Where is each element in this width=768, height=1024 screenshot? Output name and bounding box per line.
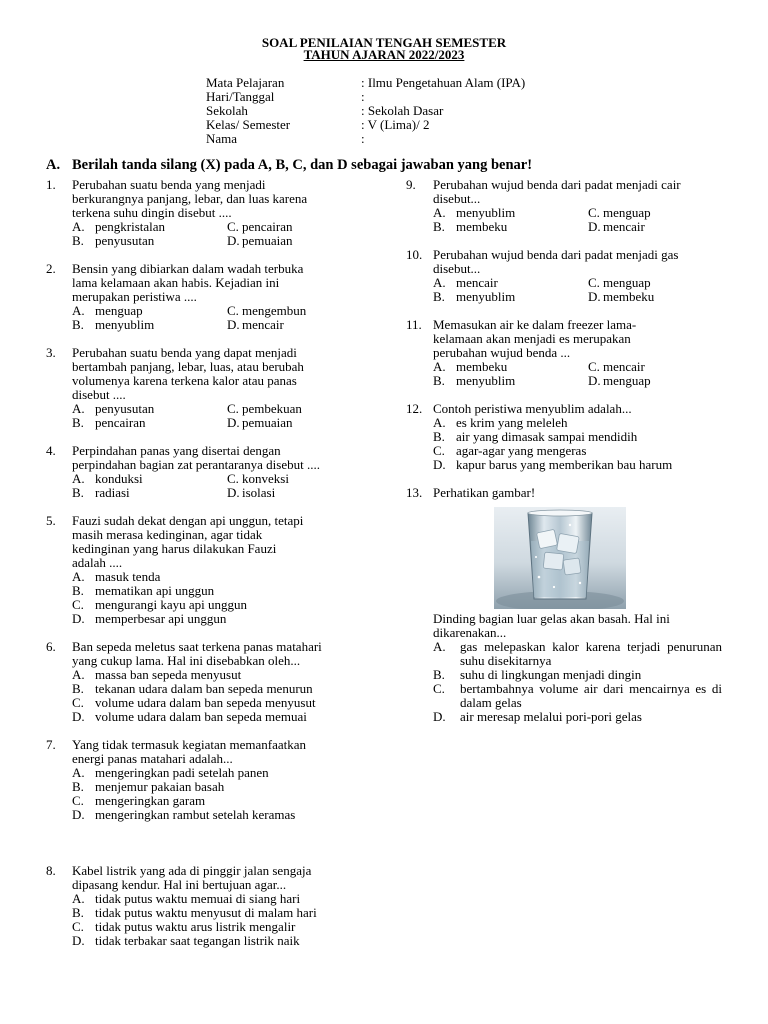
option-letter[interactable]: B. [72,485,84,500]
question-line: bertambah panjang, lebar, luas, atau berubah [72,359,304,374]
option-letter[interactable]: C. [72,597,84,612]
option-letter[interactable]: C. [588,275,600,290]
question-line: Kabel listrik yang ada di pinggir jalan sengaja [72,863,312,878]
option-text[interactable]: pemuaian [242,415,293,430]
instruction-text: Berilah tanda silang (X) pada A, B, C, dan D sebagai jawaban yang benar! [72,157,533,173]
option[interactable] [433,416,722,430]
option[interactable] [72,766,362,780]
question-number: 4. [46,443,56,458]
option-text[interactable]: suhu di lingkungan menjadi dingin [460,667,642,682]
option-letter[interactable]: C. [588,359,600,374]
option-letter[interactable]: D. [588,289,601,304]
option-text[interactable]: pencairan [242,219,293,234]
option-letter[interactable]: D. [227,485,240,500]
identity-label: Sekolah [206,103,248,118]
option-letter[interactable]: D. [433,457,446,472]
identity-value: : Sekolah Dasar [361,103,444,118]
option-letter[interactable]: B. [433,429,445,444]
option[interactable] [72,710,362,724]
question-8 [46,864,362,948]
question-13-continuation [433,612,722,724]
question-line: Yang tidak termasuk kegiatan memanfaatkan [72,737,307,752]
option-text[interactable]: radiasi [95,485,130,500]
question-number: 11. [406,317,422,332]
question-number: 1. [46,177,56,192]
question-line: yang cukup lama. Hal ini disebabkan oleh... [72,653,301,668]
option-text[interactable]: mengeringkan garam [95,793,206,808]
question-line: Memasukan air ke dalam freezer lama- [433,317,637,332]
question-line: Perubahan suatu benda yang dapat menjadi [72,345,297,360]
question-line: kelamaan akan menjadi es merupakan [433,331,631,346]
option-text[interactable]: mengeringkan padi setelah panen [95,765,269,780]
section-instruction [46,158,532,172]
option[interactable] [72,682,362,696]
option-letter[interactable]: A. [72,303,85,318]
question-line: dipasang kendur. Hal ini bertujuan agar... [72,877,287,892]
option-text[interactable]: kapur barus yang memberikan bau harum [456,457,673,472]
option-text[interactable]: mencair [603,219,645,234]
option-text[interactable]: volume udara dalam ban sepeda memuai [95,709,307,724]
option-text[interactable]: tidak terbakar saat tegangan listrik naik [95,933,300,948]
option[interactable] [72,892,362,906]
option[interactable] [72,612,362,626]
option-letter[interactable]: B. [433,667,445,682]
option-letter[interactable]: C. [72,695,84,710]
question-line: Ban sepeda meletus saat terkena panas matahari [72,639,322,654]
identity-value: : V (Lima)/ 2 [361,117,430,132]
identity-label: Nama [206,131,238,146]
identity-value: : Ilmu Pengetahuan Alam (IPA) [361,75,526,90]
identity-row [206,132,525,146]
option[interactable] [72,934,362,948]
question-line: masih merasa kedinginan, agar tidak [72,527,263,542]
option[interactable] [433,668,722,682]
option-letter[interactable]: A. [72,891,85,906]
option-letter[interactable]: B. [72,681,84,696]
option-letter[interactable]: D. [433,709,446,724]
option-letter[interactable]: B. [72,233,84,248]
question-line: terkena suhu dingin disebut .... [72,205,232,220]
question-line: Fauzi sudah dekat dengan api unggun, tetapi [72,513,304,528]
question-10 [406,248,722,304]
option[interactable] [433,640,722,668]
identity-block [206,76,525,146]
option[interactable] [72,808,362,822]
question-line: Bensin yang dibiarkan dalam wadah terbuka [72,261,304,276]
question-number: 12. [406,401,423,416]
option[interactable] [72,570,362,584]
option-text[interactable]: menguap [603,205,651,220]
option-letter[interactable]: D. [588,373,601,388]
option-letter[interactable]: D. [72,611,85,626]
option[interactable] [433,710,722,724]
option-text[interactable]: menyublim [456,289,516,304]
identity-value: : [361,89,365,104]
question-line: disebut .... [72,387,126,402]
option-text[interactable]: membeku [603,289,655,304]
option-text[interactable]: penyusutan [95,401,155,416]
option-letter[interactable]: B. [72,905,84,920]
section-letter: A. [46,157,61,173]
option[interactable] [433,458,722,472]
option-text[interactable]: mencair [456,275,498,290]
option-letter[interactable]: C. [433,681,445,696]
option-letter[interactable]: D. [72,807,85,822]
option-letter[interactable]: A. [433,415,446,430]
option[interactable] [433,682,722,710]
option-text[interactable]: bertambahnya volume air dari mencairnya es di dalam gelas [460,681,722,710]
option-text[interactable]: pengkristalan [95,219,166,234]
option-letter[interactable]: B. [433,289,445,304]
option-letter[interactable]: A. [72,401,85,416]
option-letter[interactable]: C. [227,219,239,234]
option-text[interactable]: pencairan [95,415,146,430]
option-letter[interactable]: B. [72,415,84,430]
option-text[interactable]: menguap [95,303,143,318]
question-3 [46,346,362,430]
question-line: Perhatikan gambar! [433,485,536,500]
option-text[interactable]: menguap [603,373,651,388]
option-text[interactable]: isolasi [242,485,276,500]
option-text[interactable]: volume udara dalam ban sepeda menyusut [95,695,316,710]
option-text[interactable]: konveksi [242,471,289,486]
option-text[interactable]: mengeringkan rambut setelah keramas [95,807,296,822]
question-line: energi panas matahari adalah... [72,751,233,766]
question-line: merupakan peristiwa .... [72,289,197,304]
option-text[interactable]: penyusutan [95,233,155,248]
option-text[interactable]: agar-agar yang mengeras [456,443,587,458]
question-line: lama kelamaan akan habis. Kejadian ini [72,275,280,290]
option-letter[interactable]: A. [433,639,446,654]
question-2 [46,262,362,332]
option-text[interactable]: pemuaian [242,233,293,248]
glass-illustration [494,507,626,609]
option-letter[interactable]: C. [72,793,84,808]
option-text[interactable]: menyublim [456,373,516,388]
option-letter[interactable]: C. [433,443,445,458]
option[interactable] [433,444,722,458]
option-text[interactable]: mencair [242,317,284,332]
option-text[interactable]: menyublim [456,205,516,220]
question-line: dikarenakan... [433,625,507,640]
option-text[interactable]: tidak putus waktu memuai di siang hari [95,891,301,906]
option-letter[interactable]: B. [72,317,84,332]
option-text[interactable]: tidak putus waktu arus listrik mengalir [95,919,296,934]
option-text[interactable]: membeku [456,219,508,234]
question-line: Dinding bagian luar gelas akan basah. Hal ini [433,611,670,626]
option[interactable] [72,668,362,682]
question-number: 8. [46,863,56,878]
question-line: perpindahan bagian zat perantaranya disebut .... [72,457,320,472]
question-number: 2. [46,261,56,276]
option[interactable] [72,920,362,934]
option-text[interactable]: menguap [603,275,651,290]
option[interactable] [433,430,722,444]
option-letter[interactable]: C. [227,303,239,318]
question-number: 5. [46,513,56,528]
option-letter[interactable]: D. [227,415,240,430]
option-letter[interactable]: A. [72,765,85,780]
question-line: Perubahan wujud benda dari padat menjadi gas [433,247,679,262]
question-4 [46,444,362,500]
glass-of-ice-water-icon [494,507,626,609]
question-6 [46,640,362,724]
option-text[interactable]: mematikan api unggun [95,583,215,598]
option-letter[interactable]: A. [72,219,85,234]
option[interactable] [72,598,362,612]
question-1 [46,178,362,248]
question-11 [406,318,722,388]
option-letter[interactable]: D. [227,317,240,332]
option-text[interactable]: tekanan udara dalam ban sepeda menurun [95,681,313,696]
option-text[interactable]: konduksi [95,471,143,486]
question-line: berkurangnya panjang, lebar, dan luas karena [72,191,308,206]
option-letter[interactable]: C. [72,919,84,934]
option-letter[interactable]: D. [72,933,85,948]
question-number: 13. [406,485,423,500]
option-letter[interactable]: D. [588,219,601,234]
identity-label: Kelas/ Semester [206,117,291,132]
question-line: volumenya karena terkena kalor atau panas [72,373,297,388]
question-line: disebut... [433,261,481,276]
option-letter[interactable]: A. [72,667,85,682]
exam-title: SOAL PENILAIAN TENGAH SEMESTER [261,35,507,50]
question-13 [406,486,722,500]
question-number: 9. [406,177,416,192]
option-text[interactable]: menjemur pakaian basah [95,779,225,794]
identity-label: Hari/Tanggal [206,89,275,104]
question-number: 3. [46,345,56,360]
option-letter[interactable]: A. [72,569,85,584]
question-line: adalah .... [72,555,123,570]
question-line: Perpindahan panas yang disertai dengan [72,443,281,458]
option-text[interactable]: air meresap melalui pori-pori gelas [460,709,642,724]
question-number: 7. [46,737,56,752]
option-text[interactable]: mengurangi kayu api unggun [95,597,247,612]
option[interactable] [72,584,362,598]
question-12 [406,402,722,472]
option-text[interactable]: massa ban sepeda menyusut [95,667,242,682]
option[interactable] [72,794,362,808]
identity-row [206,118,525,132]
option-letter[interactable]: A. [433,359,446,374]
option-text[interactable]: air yang dimasak sampai mendidih [456,429,638,444]
identity-row [206,90,525,104]
option[interactable] [72,696,362,710]
option-text[interactable]: es krim yang meleleh [456,415,568,430]
option-letter[interactable]: A. [433,205,446,220]
option-letter[interactable]: B. [72,779,84,794]
question-line: Contoh peristiwa menyublim adalah... [433,401,632,416]
question-9 [406,178,722,234]
question-line: Perubahan suatu benda yang menjadi [72,177,266,192]
option-letter[interactable]: D. [72,709,85,724]
option-letter[interactable]: B. [72,583,84,598]
option-text[interactable]: memperbesar api unggun [95,611,227,626]
option-text[interactable]: masuk tenda [95,569,161,584]
option-text[interactable]: mengembun [242,303,307,318]
option-letter[interactable]: C. [227,471,239,486]
question-7 [46,738,362,822]
option-letter[interactable]: B. [433,219,445,234]
option-letter[interactable]: C. [227,401,239,416]
option-text[interactable]: gas melepaskan kalor karena terjadi penurunan suhu disekitarnya [460,639,722,668]
question-number: 10. [406,247,423,262]
question-line: kedinginan yang harus dilakukan Fauzi [72,541,277,556]
option-letter[interactable]: A. [433,275,446,290]
question-line: disebut... [433,191,481,206]
academic-year: TAHUN AJARAN 2022/2023 [303,47,465,62]
option-letter[interactable]: B. [433,373,445,388]
option[interactable] [72,906,362,920]
identity-label: Mata Pelajaran [206,75,285,90]
question-line: perubahan wujud benda ... [433,345,571,360]
option-text[interactable]: mencair [603,359,645,374]
option-text[interactable]: menyublim [95,317,155,332]
option-letter[interactable]: C. [588,205,600,220]
question-line: Perubahan wujud benda dari padat menjadi cair [433,177,681,192]
identity-row [206,104,525,118]
identity-row [206,76,525,90]
question-number: 6. [46,639,56,654]
option-text[interactable]: pembekuan [242,401,302,416]
option[interactable] [72,780,362,794]
option-letter[interactable]: D. [227,233,240,248]
option-text[interactable]: tidak putus waktu menyusut di malam hari [95,905,317,920]
question-5 [46,514,362,626]
option-text[interactable]: membeku [456,359,508,374]
identity-value: : [361,131,365,146]
option-letter[interactable]: A. [72,471,85,486]
